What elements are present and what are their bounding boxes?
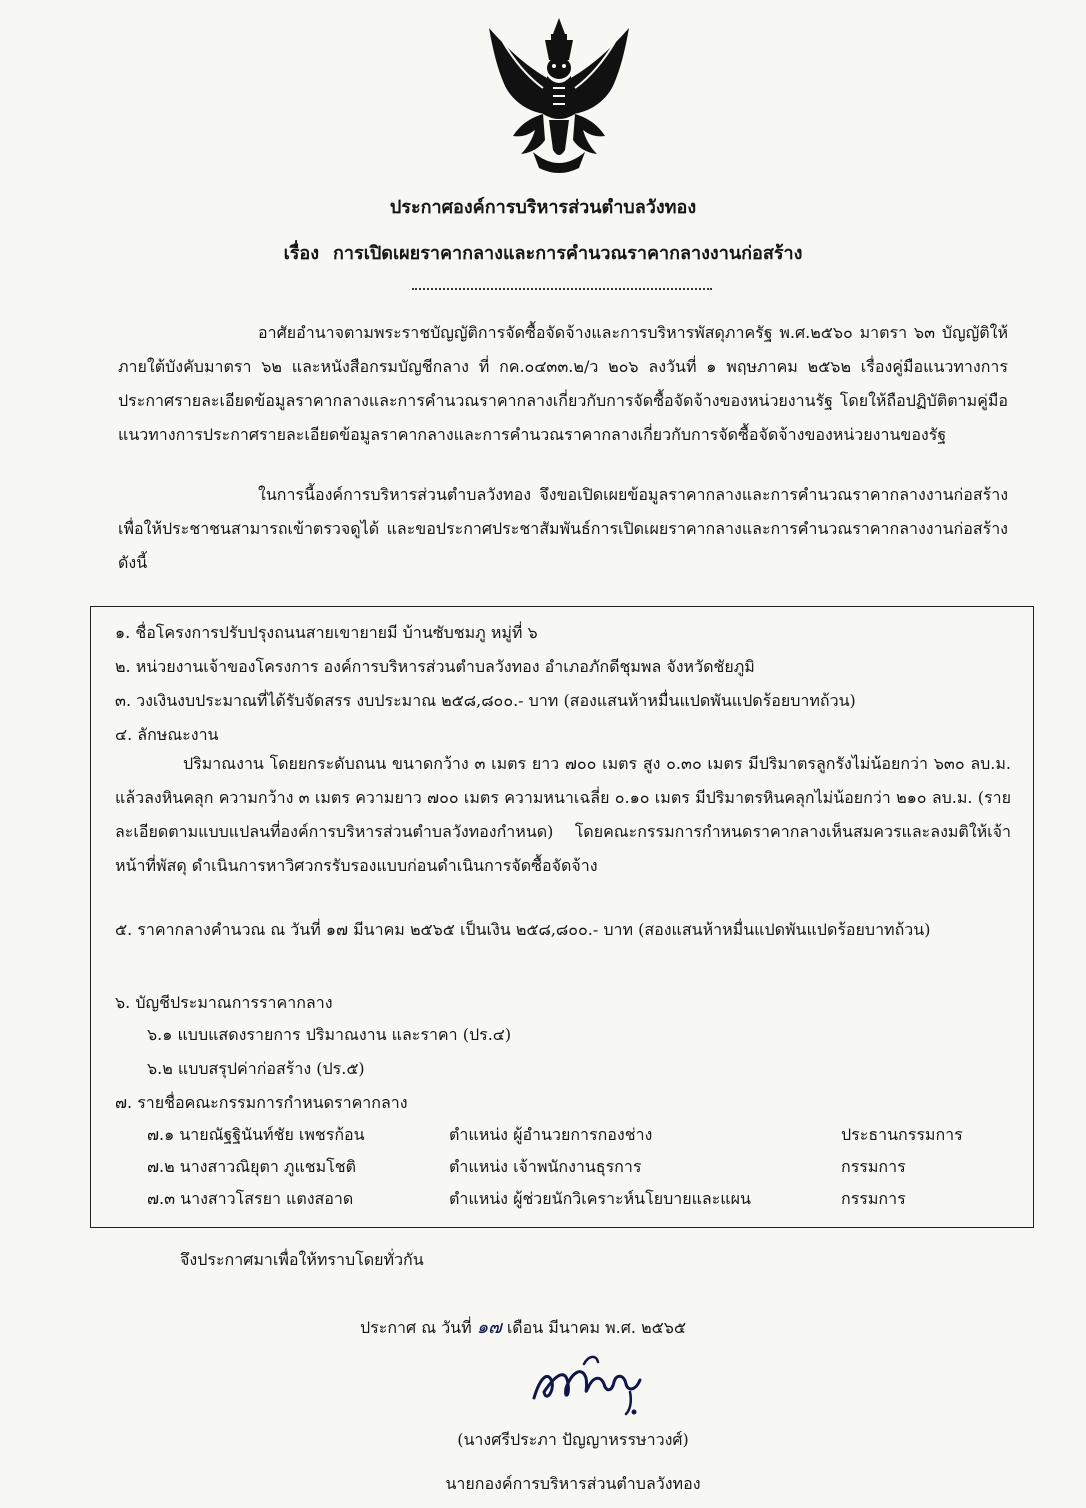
handwritten-signature-icon [526, 1348, 656, 1420]
paragraph-disclosure: ในการนี้องค์การบริหารส่วนตำบลวังทอง จึงขอเปิดเผยข้อมูลราคากลางและการคำนวณราคากลางงานก่อสร้าง เพื่อให้ประชาชนสามารถเข้าตรวจดูได้ และขอประกาศประชาสัมพันธ์การเปิดเผยราคากลางและการคำนวณราคากลางงานก่อสร้าง ดังนี้ [118, 485, 1008, 572]
work-description: ปริมาณงาน โดยยกระดับถนน ขนาดกว้าง ๓ เมตร ยาว ๗๐๐ เมตร สูง ๐.๓๐ เมตร มีปริมาตรลูกรังไม่น้อยกว่า ๖๓๐ ลบ.ม. แล้วลงหินคลุก ความกว้าง ๓ เมตร ความยาว ๗๐๐ เมตร ความหนาเฉลี่ย ๐.๑๐ เมตร มีปริมาตรหินคลุกไม่น้อยกว่า ๒๑๐ ลบ.ม. (รายละเอียดตามแบบแปลนที่องค์การบริหารส่วนตำบลวังทองกำหนด) โดยคณะกรรมการกำหนดราคากลางเห็นสมควรและลงมติให้เจ้าหน้าที่พัสดุ ดำเนินการหาวิศวกรรับรองแบบก่อนดำเนินการจัดซื้อจัดจ้าง [115, 754, 1012, 875]
item-project-name: ๑. ชื่อโครงการปรับปรุงถนนสายเขายายมี บ้านซับชมภู หมู่ที่ ๖ [115, 623, 538, 642]
committee-member-role: ประธานกรรมการ [841, 1125, 963, 1144]
item-reference-price: ๕. ราคากลางคำนวณ ณ วันที่ ๑๗ มีนาคม ๒๕๖๕ เป็นเงิน ๒๕๘,๘๐๐.- บาท (สองแสนห้าหมื่นแปดพันแปดร้อยบาทถ้วน) [115, 920, 931, 939]
committee-member-role: กรรมการ [841, 1189, 906, 1208]
committee-member-position: ตำแหน่ง ผู้อำนวยการกองช่าง [449, 1125, 653, 1144]
announcement-date [360, 1312, 686, 1341]
committee-member-position: ตำแหน่ง ผู้ช่วยนักวิเคราะห์นโยบายและแผน [449, 1189, 751, 1208]
item-form-pr4: ๖.๑ แบบแสดงรายการ ปริมาณงาน และราคา (ปร.๔) [147, 1025, 512, 1044]
date-prefix: ประกาศ ณ วันที่ [360, 1318, 472, 1337]
committee-row [147, 1155, 1007, 1185]
item-estimate-list: ๖. บัญชีประมาณการราคากลาง [115, 993, 333, 1012]
date-suffix: เดือน มีนาคม พ.ศ. ๒๕๖๕ [506, 1318, 686, 1337]
closing-statement: จึงประกาศมาเพื่อให้ทราบโดยทั่วกัน [180, 1250, 424, 1269]
committee-row [147, 1187, 1007, 1217]
signer-name: (นางศรีประภา ปัญญาหรรษาวงศ์) [457, 1430, 689, 1449]
subject-label: เรื่อง [283, 243, 320, 264]
item-work-type: ๔. ลักษณะงาน [115, 725, 219, 744]
handwritten-day: ๑๗ [476, 1317, 502, 1338]
committee-member-role: กรรมการ [841, 1157, 906, 1176]
committee-member-name: ๗.๑ นายณัฐฐินันท์ชัย เพชรก้อน [147, 1125, 365, 1144]
item-committee-heading: ๗. รายชื่อคณะกรรมการกำหนดราคากลาง [115, 1093, 408, 1112]
committee-member-name: ๗.๓ นางสาวโสรยา แตงสอาด [147, 1189, 354, 1208]
item-form-pr5: ๖.๒ แบบสรุปค่าก่อสร้าง (ปร.๕) [147, 1059, 365, 1078]
page-title: ประกาศองค์การบริหารส่วนตำบลวังทอง [389, 197, 697, 218]
committee-row [147, 1123, 1007, 1153]
signer-title: นายกองค์การบริหารส่วนตำบลวังทอง [445, 1474, 701, 1493]
paragraph-authority: อาศัยอำนาจตามพระราชบัญญัติการจัดซื้อจัดจ้างและการบริหารพัสดุภาครัฐ พ.ศ.๒๕๖๐ มาตรา ๖๓ บัญญัติให้ภายใต้บังคับมาตรา ๖๒ และหนังสือกรมบัญชีกลาง ที่ กค.๐๔๓๓.๒/ว ๒๐๖ ลงวันที่ ๑ พฤษภาคม ๒๕๖๒ เรื่องคู่มือแนวทางการประกาศรายละเอียดข้อมูลราคากลางและการคำนวณราคากลางเกี่ยวกับการจัดซื้อจัดจ้างของหน่วยงานรัฐ โดยให้ถือปฏิบัติตามคู่มือแนวทางการประกาศรายละเอียดข้อมูลราคากลางและการคำนวณราคากลางเกี่ยวกับการจัดซื้อจัดจ้างของหน่วยงานของรัฐ [118, 323, 1008, 444]
item-owner-agency: ๒. หน่วยงานเจ้าของโครงการ องค์การบริหารส่วนตำบลวังทอง อำเภอภักดีชุมพล จังหวัดชัยภูมิ [115, 657, 755, 676]
item-budget: ๓. วงเงินงบประมาณที่ได้รับจัดสรร งบประมาณ ๒๕๘,๘๐๐.- บาท (สองแสนห้าหมื่นแปดพันแปดร้อยบาทถ้วน) [115, 691, 856, 710]
committee-member-name: ๗.๒ นางสาวณิยุตา ภูแชมโชติ [147, 1157, 357, 1176]
subject-line [0, 238, 1086, 267]
project-details-box [90, 606, 1034, 1228]
dotted-divider [412, 288, 712, 290]
committee-member-position: ตำแหน่ง เจ้าพนักงานธุรการ [449, 1157, 642, 1176]
subject-text: การเปิดเผยราคากลางและการคำนวณราคากลางงานก่อสร้าง [333, 243, 803, 264]
garuda-emblem-icon [483, 16, 635, 176]
